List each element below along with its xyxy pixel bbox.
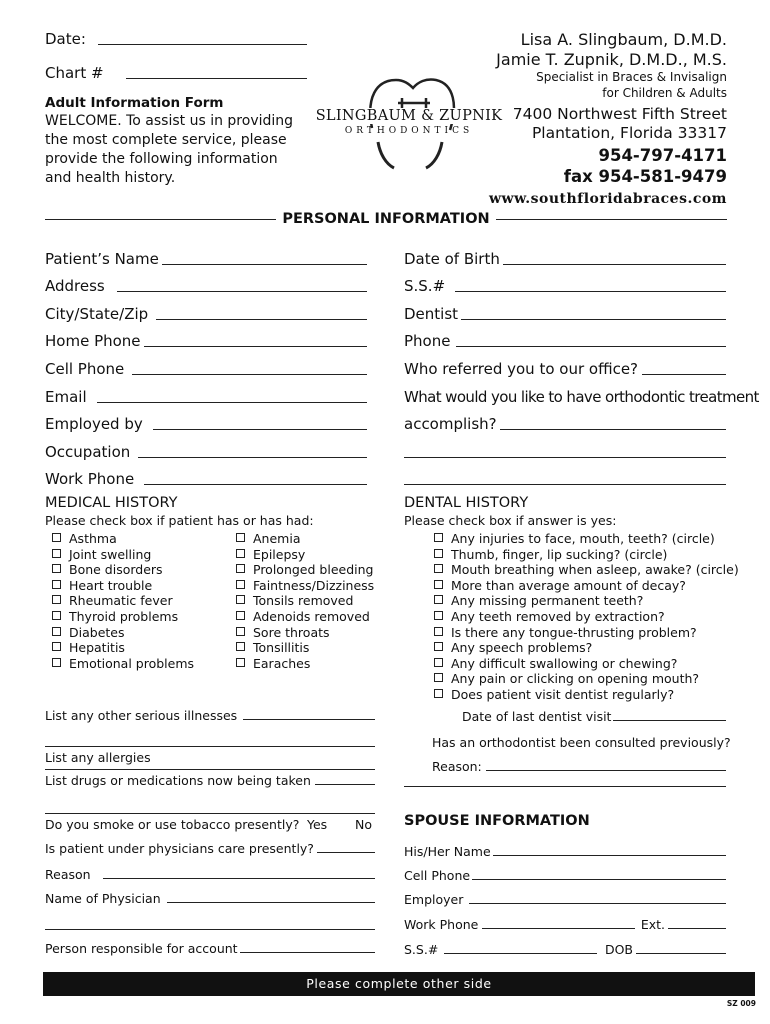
medical-checkbox-tonsils-removed[interactable]: Tonsils removed bbox=[236, 593, 374, 609]
dental-checkbox-sucking[interactable]: Thumb, finger, lip sucking? (circle) bbox=[434, 547, 739, 563]
practice-phone: 954-797-4171 bbox=[598, 146, 727, 165]
date-line[interactable] bbox=[98, 44, 307, 45]
medical-checkbox-thyroid[interactable]: Thyroid problems bbox=[52, 609, 194, 625]
city-state-zip-field[interactable]: City/State/Zip bbox=[45, 295, 367, 323]
practice-fax: fax 954-581-9479 bbox=[563, 167, 727, 186]
medical-checkbox-epilepsy[interactable]: Epilepsy bbox=[236, 547, 374, 563]
treatment-answer-line-3[interactable] bbox=[404, 461, 726, 489]
practice-website[interactable]: www.southfloridabraces.com bbox=[489, 191, 727, 207]
medical-checkbox-asthma[interactable]: Asthma bbox=[52, 531, 194, 547]
personal-left-fields bbox=[45, 240, 367, 488]
heading-rule-left bbox=[45, 219, 276, 220]
allergies-line[interactable] bbox=[45, 769, 375, 770]
date-of-birth-field[interactable]: Date of Birth bbox=[404, 240, 726, 268]
allergies-label: List any allergies bbox=[45, 750, 151, 765]
address-2: Plantation, Florida 33317 bbox=[531, 124, 727, 142]
address-1: 7400 Northwest Fifth Street bbox=[512, 105, 727, 123]
spouse-work-phone-field[interactable]: Work Phone Ext. bbox=[404, 917, 726, 932]
employed-by-field[interactable]: Employed by bbox=[45, 406, 367, 434]
medical-checkbox-tonsillitis[interactable]: Tonsillitis bbox=[236, 640, 374, 656]
medical-checkbox-hepatitis[interactable]: Hepatitis bbox=[52, 640, 194, 656]
spouse-info-heading: SPOUSE INFORMATION bbox=[404, 813, 590, 829]
medical-col-1 bbox=[52, 531, 194, 671]
date-label: Date: bbox=[45, 30, 86, 48]
ortho-reason-field[interactable]: Reason: bbox=[432, 759, 726, 774]
medical-checkbox-anemia[interactable]: Anemia bbox=[236, 531, 374, 547]
medical-col-2 bbox=[236, 531, 374, 671]
work-phone-field[interactable]: Work Phone bbox=[45, 461, 367, 489]
medical-checkbox-adenoids-removed[interactable]: Adenoids removed bbox=[236, 609, 374, 625]
medical-checkbox-emotional[interactable]: Emotional problems bbox=[52, 656, 194, 672]
heading-rule-right bbox=[496, 219, 727, 220]
treatment-question: What would you like to have orthodontic treatment bbox=[404, 387, 759, 406]
personal-right-fields bbox=[404, 240, 759, 488]
spouse-ext-line[interactable] bbox=[668, 928, 726, 929]
smoke-question: Do you smoke or use tobacco presently? bbox=[45, 817, 300, 832]
medical-instruction: Please check box if patient has or has had: bbox=[45, 513, 314, 528]
other-illnesses-line-2[interactable] bbox=[45, 746, 375, 747]
dental-checkbox-speech[interactable]: Any speech problems? bbox=[434, 640, 739, 656]
specialty-1: Specialist in Braces & Invisalign bbox=[536, 70, 727, 84]
logo-name: SLINGBAUM & ZUPNIK bbox=[315, 108, 503, 124]
dental-checkbox-swallowing[interactable]: Any difficult swallowing or chewing? bbox=[434, 656, 739, 672]
phone-field[interactable]: Phone bbox=[404, 323, 726, 351]
last-dentist-visit-field[interactable]: Date of last dentist visit bbox=[462, 709, 726, 724]
dental-checkbox-pain-clicking[interactable]: Any pain or clicking on opening mouth? bbox=[434, 671, 739, 687]
other-illnesses-field[interactable]: List any other serious illnesses bbox=[45, 708, 375, 723]
form-code: SZ 009 bbox=[726, 999, 756, 1008]
welcome-text: WELCOME. To assist us in providing the most complete service, please provide the following information and health history. bbox=[45, 113, 294, 186]
dental-checkbox-injuries[interactable]: Any injuries to face, mouth, teeth? (circle) bbox=[434, 531, 739, 547]
spouse-dob-label: DOB bbox=[604, 942, 633, 957]
ortho-reason-line-2[interactable] bbox=[404, 786, 726, 787]
occupation-field[interactable]: Occupation bbox=[45, 433, 367, 461]
medical-checkbox-faintness[interactable]: Faintness/Dizziness bbox=[236, 578, 374, 594]
dental-checkbox-decay[interactable]: More than average amount of decay? bbox=[434, 578, 739, 594]
email-field[interactable]: Email bbox=[45, 378, 367, 406]
patient-name-field[interactable]: Patient’s Name bbox=[45, 240, 367, 268]
medical-checkbox-diabetes[interactable]: Diabetes bbox=[52, 625, 194, 641]
medical-checkbox-joint-swelling[interactable]: Joint swelling bbox=[52, 547, 194, 563]
ss-number-field[interactable]: S.S.# bbox=[404, 268, 726, 296]
medical-checkbox-heart-trouble[interactable]: Heart trouble bbox=[52, 578, 194, 594]
chart-label: Chart # bbox=[45, 64, 104, 82]
spouse-ss-dob-field[interactable]: S.S.# DOB bbox=[404, 942, 726, 957]
doctor-2: Jamie T. Zupnik, D.M.D., M.S. bbox=[496, 50, 727, 69]
spouse-dob-line[interactable] bbox=[636, 953, 726, 954]
spouse-cell-field[interactable]: Cell Phone bbox=[404, 868, 726, 883]
chart-line[interactable] bbox=[126, 78, 307, 79]
dental-instruction: Please check box if answer is yes: bbox=[404, 513, 617, 528]
drugs-field[interactable]: List drugs or medications now being taken bbox=[45, 773, 375, 788]
medical-checkbox-bone-disorders[interactable]: Bone disorders bbox=[52, 562, 194, 578]
dental-history-heading: DENTAL HISTORY bbox=[404, 495, 529, 511]
specialty-2: for Children & Adults bbox=[602, 86, 727, 100]
medical-checkbox-prolonged-bleeding[interactable]: Prolonged bleeding bbox=[236, 562, 374, 578]
medical-checkbox-earaches[interactable]: Earaches bbox=[236, 656, 374, 672]
physician-name-line-2[interactable] bbox=[45, 929, 375, 930]
referred-by-field[interactable]: Who referred you to our office? bbox=[404, 350, 726, 378]
medical-checkbox-sore-throats[interactable]: Sore throats bbox=[236, 625, 374, 641]
dental-checkbox-missing-teeth[interactable]: Any missing permanent teeth? bbox=[434, 593, 739, 609]
person-responsible-field[interactable]: Person responsible for account bbox=[45, 941, 375, 956]
dental-checkbox-visits-dentist[interactable]: Does patient visit dentist regularly? bbox=[434, 687, 739, 703]
complete-other-side-banner: Please complete other side bbox=[43, 972, 755, 996]
treatment-answer-field[interactable]: accomplish? bbox=[404, 406, 726, 434]
orthodontist-consulted-question: Has an orthodontist been consulted previously? bbox=[432, 735, 731, 750]
smoke-no-option[interactable]: No bbox=[355, 817, 372, 832]
dental-checkbox-mouth-breathing[interactable]: Mouth breathing when asleep, awake? (circle) bbox=[434, 562, 739, 578]
physician-care-field[interactable]: Is patient under physicians care presently? bbox=[45, 841, 375, 856]
date-field[interactable] bbox=[45, 30, 307, 48]
personal-info-heading: PERSONAL INFORMATION bbox=[45, 211, 727, 227]
dentist-field[interactable]: Dentist bbox=[404, 295, 726, 323]
form-title: Adult Information Form bbox=[45, 95, 224, 111]
dental-checkbox-tongue-thrusting[interactable]: Is there any tongue-thrusting problem? bbox=[434, 625, 739, 641]
doctor-1: Lisa A. Slingbaum, D.M.D. bbox=[520, 30, 727, 49]
physician-reason-field[interactable]: Reason bbox=[45, 867, 375, 882]
spouse-name-field[interactable]: His/Her Name bbox=[404, 844, 726, 859]
logo-subtitle: ORTHODONTICS bbox=[344, 126, 474, 136]
dental-checklist bbox=[434, 531, 739, 703]
treatment-answer-line-2[interactable] bbox=[404, 433, 726, 461]
medical-history-heading: MEDICAL HISTORY bbox=[45, 495, 178, 511]
smoke-yes-option[interactable]: Yes bbox=[307, 817, 328, 832]
address-field[interactable]: Address bbox=[45, 268, 367, 296]
drugs-line-2[interactable] bbox=[45, 813, 375, 814]
cell-phone-field[interactable]: Cell Phone bbox=[45, 350, 367, 378]
practice-info bbox=[427, 30, 727, 209]
home-phone-field[interactable]: Home Phone bbox=[45, 323, 367, 351]
spouse-ext-label: Ext. bbox=[640, 917, 665, 932]
chart-number-field[interactable] bbox=[45, 64, 307, 82]
dental-checkbox-extraction[interactable]: Any teeth removed by extraction? bbox=[434, 609, 739, 625]
physician-name-field[interactable]: Name of Physician bbox=[45, 891, 375, 906]
spouse-employer-field[interactable]: Employer bbox=[404, 892, 726, 907]
medical-checkbox-rheumatic-fever[interactable]: Rheumatic fever bbox=[52, 593, 194, 609]
